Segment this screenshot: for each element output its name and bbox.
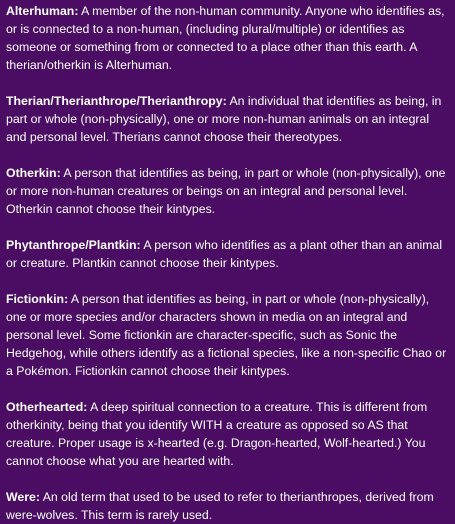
entry-alterhuman [6,2,449,74]
definition-alterhuman: A member of the non-human community. Anyone who identifies as, or is connected to a non-human, (including plural/multiple) or identifies as someone or something from or connected to a place other than this earth. A therian/otherkin is Alterhuman. [6,4,445,72]
term-were: Were: [6,490,40,504]
entry-were [6,488,449,524]
term-alterhuman: Alterhuman: [6,4,79,18]
definition-otherhearted: A deep spiritual connection to a creature. This is different from otherkinity, being that you identify WITH a creature as opposed so AS that creature. Proper usage is x-hearted (e.g. Dragon-hearted, Wolf-hearted.) You cannot choose what you are hearted with. [6,400,428,468]
definition-plantkin: A person who identifies as a plant other than an animal or creature. Plantkin cannot choose their kintypes. [6,238,443,270]
entry-otherhearted [6,398,449,470]
entry-otherkin [6,164,449,218]
definition-therian: An individual that identifies as being, in part or whole (non-physically), one or more non-human animals on an integral and personal level. Therians cannot choose their thereotypes. [6,94,442,144]
term-otherkin: Otherkin: [6,166,61,180]
term-fictionkin: Fictionkin: [6,292,69,306]
term-otherhearted: Otherhearted: [6,400,88,414]
term-plantkin: Phytanthrope/Plantkin: [6,238,141,252]
entry-fictionkin [6,290,449,380]
definition-otherkin: A person that identifies as being, in part or whole (non-physically), one or more non-human creatures or beings on an integral and personal level. Otherkin cannot choose their kintypes. [6,166,446,216]
entry-therian [6,92,449,146]
definition-were: An old term that used to be used to refer to therianthropes, derived from were-wolves. This term is rarely used. [6,490,434,522]
term-therian: Therian/Therianthrope/Therianthropy: [6,94,227,108]
definition-fictionkin: A person that identifies as being, in part or whole (non-physically), one or more species and/or characters shown in media on an integral and personal level. Some fictionkin are character-specific, such as Sonic the Hedgehog, while others identify as a fictional species, like a non-specific Chao or a Pokémon. Fictionkin cannot choose their kintypes. [6,292,447,378]
entry-plantkin [6,236,449,272]
